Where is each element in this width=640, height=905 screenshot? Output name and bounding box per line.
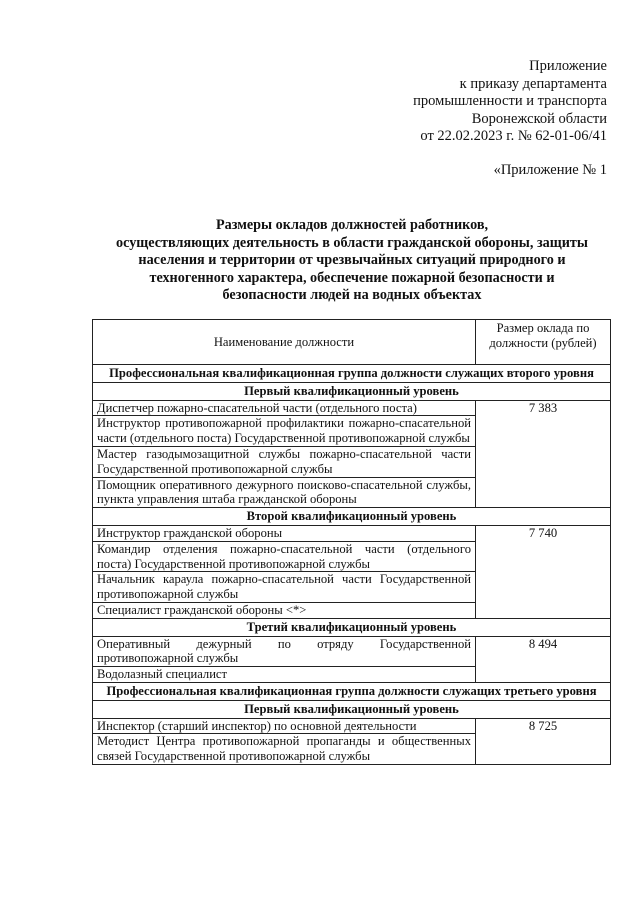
position-cell: Инструктор гражданской обороны <box>93 525 476 541</box>
salary-table <box>92 319 611 765</box>
attachment-line: Приложение <box>529 58 607 74</box>
level-title: Второй квалификационный уровень <box>93 508 611 526</box>
attachment-note <box>413 58 607 146</box>
group-title: Профессиональная квалификационная группа должности служащих третьего уровня <box>93 682 611 700</box>
title-line: населения и территории от чрезвычайных ситуаций природного и <box>138 252 566 269</box>
table-row <box>93 636 611 667</box>
position-cell: Специалист гражданской обороны <*> <box>93 602 476 618</box>
position-cell: Инструктор противопожарной профилактики пожарно-спасательной части (отдельного поста) Государственной противопожарной службы <box>93 416 476 447</box>
table-header-row <box>93 320 611 365</box>
group-row <box>93 365 611 383</box>
salary-cell: 8 494 <box>476 636 611 682</box>
group-title: Профессиональная квалификационная группа должности служащих второго уровня <box>93 365 611 383</box>
level-title: Первый квалификационный уровень <box>93 700 611 718</box>
position-cell: Оперативный дежурный по отряду Государственной противопожарной службы <box>93 636 476 667</box>
position-cell: Диспетчер пожарно-спасательной части (отдельного поста) <box>93 400 476 416</box>
annex-reference: «Приложение № 1 <box>493 162 607 178</box>
level-row <box>93 618 611 636</box>
position-cell: Водолазный специалист <box>93 667 476 683</box>
level-row <box>93 508 611 526</box>
title-line: Размеры окладов должностей работников, <box>215 217 489 233</box>
level-title: Третий квалификационный уровень <box>93 618 611 636</box>
title-line: техногенного характера, обеспечение пожарной безопасности и <box>149 269 555 286</box>
table-row <box>93 718 611 734</box>
title-line: безопасности людей на водных объектах <box>222 287 482 304</box>
table-row <box>93 400 611 416</box>
salary-cell: 7 383 <box>476 400 611 508</box>
position-cell: Помощник оперативного дежурного поисково-спасательной службы, пункта управления штаба гражданской обороны <box>93 477 476 508</box>
level-row <box>93 382 611 400</box>
attachment-line: к приказу департамента <box>459 75 607 92</box>
position-cell: Начальник караула пожарно-спасательной части Государственной противопожарной службы <box>93 572 476 603</box>
header-salary: Размер оклада по должности (рублей) <box>476 320 611 365</box>
attachment-line: от 22.02.2023 г. № 62-01-06/41 <box>420 128 607 145</box>
title-line: осуществляющих деятельность в области гражданской обороны, защиты <box>116 234 588 251</box>
position-cell: Инспектор (старший инспектор) по основной деятельности <box>93 718 476 734</box>
table-row <box>93 525 611 541</box>
level-row <box>93 700 611 718</box>
salary-cell: 8 725 <box>476 718 611 764</box>
header-position: Наименование должности <box>93 320 476 365</box>
attachment-line: промышленности и транспорта <box>413 93 607 110</box>
level-title: Первый квалификационный уровень <box>93 382 611 400</box>
document-title <box>92 217 612 305</box>
position-cell: Методист Центра противопожарной пропаганды и общественных связей Государственной противопожарной службы <box>93 734 476 765</box>
position-cell: Командир отделения пожарно-спасательной части (отдельного поста) Государственной противопожарной службы <box>93 541 476 572</box>
group-row <box>93 682 611 700</box>
salary-cell: 7 740 <box>476 525 611 618</box>
attachment-line: Воронежской области <box>471 110 607 127</box>
position-cell: Мастер газодымозащитной службы пожарно-спасательной части Государственной противопожарной службы <box>93 446 476 477</box>
